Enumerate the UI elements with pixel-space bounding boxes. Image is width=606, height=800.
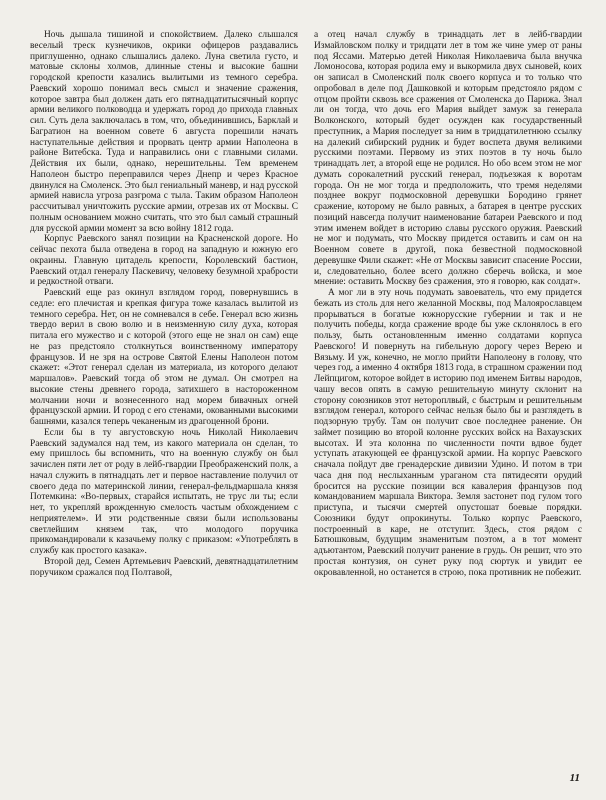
left-column <box>30 30 298 768</box>
paragraph: Раевский еще раз окинул взглядом город, повернувшись в седле: его плечистая и крепкая фигура тоже казалась вылитой из темного серебра. Нет, он не сомневался в себе. Генерал всю жизнь твердо верил в свою волю и в неизменную силу духа, которая питала его мужество и с которой (этого еще не знал он сам) еще не раз предстояло столкнуться воинственному императору французов. И не зря на острове Святой Елены Наполеон потом скажет: «Этот генерал сделан из материала, из которого делают маршалов». Раевский тогда об этом не думал. Он смотрел на высокие стены древнего города, затихшего в настороженном молчании ночи и вознесенного над морем бивачных огней французской армии. И город с его стенами, окованными высокими башнями, казался теперь чеканеным из драгоценной брони. <box>30 288 298 427</box>
paragraph: Ночь дышала тишиной и спокойствием. Далеко слышался веселый треск кузнечиков, окрики офицеров раздавались приглушенно, однако слышались далеко. Луна светила густо, и матовые склоны холмов, длинные стены и высокие башни городской крепости казались вылитыми из темного серебра. Раевский хорошо понимал весь смысл и значение сражения, которое завтра был должен дать его пятнадцатитысячный корпус армии великого полководца и удержать город до прихода главных сил. Суть дела заключалась в том, что, объединившись, Барклай и Багратион на военном совете 6 августа порешили начать наступательные действия и прорвать центр армии Наполеона в районе Витебска. Туда и направились они с главными силами. Действия их были, однако, нерешительны. Тем временем Наполеон быстро переправился через Днепр и через Красное двинулся на Смоленск. Это был гениальный маневр, и над русской армией нависла угроза разгрома с тыла. Таким образом Наполеон рассчитывал уничтожить русские армии, отрезав их от Москвы. С полным основанием можно считать, что это был самый страшный для русской армии момент за всю войну 1812 года. <box>30 30 298 234</box>
paragraph: Второй дед, Семен Артемьевич Раевский, девятнадцатилетним поручиком сражался под Полтавой, <box>30 556 298 578</box>
paragraph: А мог ли в эту ночь подумать завоеватель, что ему придется бежать из столь для него желанной Москвы, под Малоярославцем прорываться в богатые южнорусские губернии и так и не получить победы, когда сражение вроде бы уже склонялось в его пользу, быть остановленным именно солдатами корпуса Раевского! И повернуть на гибельную дорогу через Верею и Вязьму. И уж, конечно, не могло прийти Наполеону в голову, что через год, а именно 4 октября 1813 года, в страшном сражении под Лейпцигом, которое войдет в историю под именем Битвы народов, чашу весов опять в самую решительную минуту склонит на сторону союзников этот нетороплвый, с быстрым и решительным взглядом генерал, которого сейчас нельзя было бы и разглядеть в подзорную трубу. Там он получит свое последнее ранение. Он займет позицию во второй колонне русских войск на Вахаузских высотах. И эта колонна по численности почти вдвое будет уступать атакующей ее французской армии. На корпус Раевского сначала пойдут две гренадерские дивизии Удино. И потом в три часа дня под неслыханным ураганом ста пятидесяти орудий бросится на русские позиции вся кавалерия французов под командованием маршала Виктора. Земля застонет под гулом того приступа, и тысячи смертей опустошат боевые порядки. Союзники будут опрокинуты. Только корпус Раевского, построенный в каре, не отступит. Здесь, стоя рядом с Батюшковым, будущим знаменитым поэтом, а в тот момент адъютантом, Раевский получит ранение в грудь. Он решит, что это простая контузия, он сунет руку под сюртук и увидит ее окровавленной, но останется в строю, пока противник не побежит. <box>314 288 582 578</box>
right-column <box>314 30 582 768</box>
page <box>30 30 582 768</box>
paragraph: Если бы в ту августовскую ночь Николай Николаевич Раевский задумался над тем, из какого материала он сделан, то ему пришлось бы вспомнить, что на военную службу он был зачислен пяти лет от роду в лейб-гвардии Преображенский полк, а начал служить в пятнадцать лет и первое наставление получил от своего деда по материнской линии, генерал-фельдмаршала князя Потемкина: «Во-первых, старайся испытать, не трус ли ты; если нет, то укрепляй врожденную смелость частым обхождением с неприятелем». И эти родственные связи были использованы светлейшим князем так, что молодого поручика прикомандировали к казачьему полку с приказом: «Употреблять в службу как простого казака». <box>30 427 298 556</box>
paragraph: Корпус Раевского занял позиции на Красненской дороге. Но сейчас пехота была отведена в город на западную и южную его окраины. Главную цитадель крепости, Королевский бастион, Раевский отдал генералу Паскевичу, человеку безумной храбрости и редкостной отваги. <box>30 234 298 288</box>
page-number: 11 <box>569 772 580 784</box>
paragraph: а отец начал службу в тринадцать лет в лейб-гвардии Измайловском полку и тридцати лет в том же чине умер от раны под Яссами. Матерью детей Николая Николаевича была внучка Ломоносова, которая родила ему и выкормила двух сыновей, коих он записал в Смоленский полк своего корпуса и то только что опробовал в деле под Дашковкой и которым предстояло рядом с отцом пройти сквозь все сражения от Смоленска до Парижа. Знал ли он тогда, что дочь его Мария выйдет замуж за генерала Волконского, который будет осужден как государственный преступник, а Мария последует за ним в тридцатилетнюю ссылку на далекий сибирский рудник и будет воспета двумя великими русскими поэтами. Первому из этих поэтов в ту ночь было тринадцать лет, а второй еще не родился. Но обо всем этом не мог думать сорокалетний русский генерал, подъезжая к воротам города. Он не мог тогда и предположить, что тремя неделями позднее вокруг подмосковной деревушки Бородино грянет сражение, которому не было равных, а батарея в центре русских позиций навсегда получит наименование батареи Раевского и под этим именем войдет в историю славы русского оружия. Раевский не мог и подумать, что Москву придется оставить и сам он на Военном совете в другой, пока безвестной подмосковной деревушке Фили скажет: «Не от Москвы зависит спасение России, и, следовательно, более всего должно сберечь войска, и мое мнение: оставить Москву без сражения, это я говорю, как солдат». <box>314 30 582 288</box>
